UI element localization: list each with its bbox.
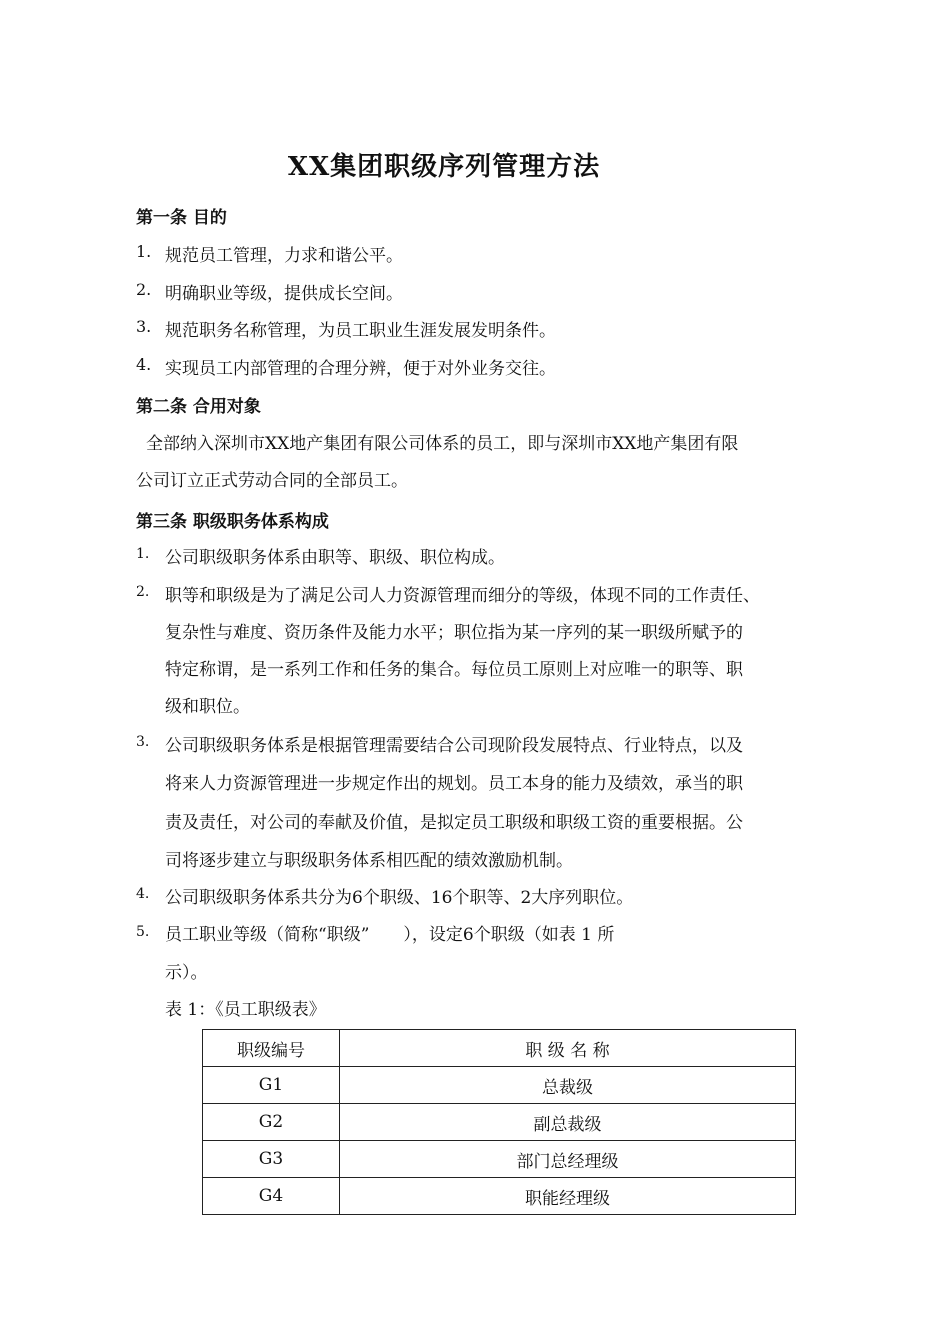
- list-item-text: 公司职级职务体系共分为6个职级、16个职等、2大序列职位。: [165, 888, 634, 908]
- table-caption: 表 1：《员工职级表》: [165, 1000, 326, 1020]
- list-item-text: 职等和职级是为了满足公司人力资源管理而细分的等级，体现不同的工作责任、: [165, 586, 760, 606]
- table-row: [203, 1104, 796, 1141]
- list-item-text: 公司职级职务体系是根据管理需要结合公司现阶段发展特点、行业特点，以及: [165, 736, 743, 756]
- list-item-text: 明确职业等级，提供成长空间。: [165, 284, 403, 304]
- list-item-text: 员工职业等级（简称“职级” ），设定6个职级（如表 1 所: [165, 925, 615, 945]
- list-item-number: 2.: [136, 584, 150, 600]
- list-item-number: 5.: [136, 924, 150, 940]
- table-cell: G2: [203, 1104, 340, 1141]
- table-cell: G3: [203, 1141, 340, 1178]
- table-cell: G1: [203, 1067, 340, 1104]
- document-title: XX集团职级序列管理方法: [287, 152, 601, 182]
- table-cell: 总裁级: [340, 1067, 796, 1104]
- table-row: [203, 1178, 796, 1215]
- list-item-number: 3.: [136, 734, 150, 750]
- list-item-number: 2.: [136, 280, 152, 299]
- list-item-text: 司将逐步建立与职级职务体系相匹配的绩效激励机制。: [165, 851, 573, 871]
- grade-table: [202, 1029, 796, 1215]
- list-item-text: 实现员工内部管理的合理分辨，便于对外业务交往。: [165, 359, 556, 379]
- list-item-text: 将来人力资源管理进一步规定作出的规划。员工本身的能力及绩效，承当的职: [165, 774, 743, 794]
- table-header-cell: 职 级 名 称: [340, 1030, 796, 1067]
- section-2-paragraph-line: 全部纳入深圳市XX地产集团有限公司体系的员工，即与深圳市XX地产集团有限: [146, 434, 739, 454]
- list-item-number: 4.: [136, 886, 150, 902]
- section-3-heading: 第三条 职级职务体系构成: [136, 512, 329, 532]
- table-header-cell: 职级编号: [203, 1030, 340, 1067]
- table-header-row: [203, 1030, 796, 1067]
- table-cell: 副总裁级: [340, 1104, 796, 1141]
- section-2-paragraph-line: 公司订立正式劳动合同的全部员工。: [136, 471, 408, 491]
- table-row: [203, 1067, 796, 1104]
- table-row: [203, 1141, 796, 1178]
- table-cell: 职能经理级: [340, 1178, 796, 1215]
- list-item-number: 3.: [136, 317, 152, 336]
- list-item-text: 公司职级职务体系由职等、职级、职位构成。: [165, 548, 505, 568]
- list-item-text: 复杂性与难度、资历条件及能力水平；职位指为某一序列的某一职级所赋予的: [165, 623, 743, 643]
- table-cell: G4: [203, 1178, 340, 1215]
- list-item-text: 责及责任，对公司的奉献及价值，是拟定员工职级和职级工资的重要根据。公: [165, 813, 743, 833]
- section-1-heading: 第一条 目的: [136, 208, 227, 228]
- list-item-text: 级和职位。: [165, 697, 250, 717]
- list-item-text: 规范职务名称管理，为员工职业生涯发展发明条件。: [165, 321, 556, 341]
- list-item-text: 示）。: [165, 963, 208, 983]
- list-item-number: 1.: [136, 242, 152, 261]
- list-item-number: 1.: [136, 546, 150, 562]
- list-item-text: 特定称谓，是一系列工作和任务的集合。每位员工原则上对应唯一的职等、职: [165, 660, 743, 680]
- list-item-text: 规范员工管理，力求和谐公平。: [165, 246, 403, 266]
- table-cell: 部门总经理级: [340, 1141, 796, 1178]
- list-item-number: 4.: [136, 355, 152, 374]
- section-2-heading: 第二条 合用对象: [136, 397, 261, 417]
